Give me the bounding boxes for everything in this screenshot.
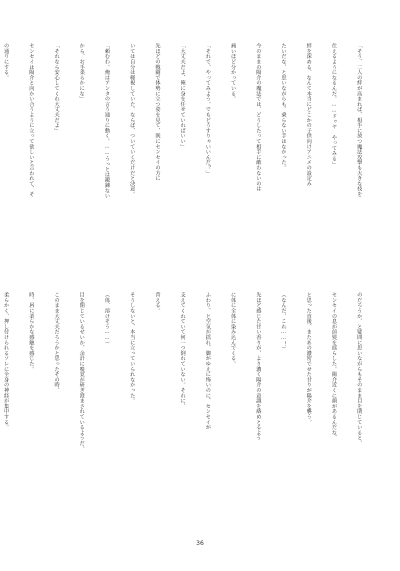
text-line: そうしないと、本当に立っていられなかった。 — [129, 292, 136, 404]
text-line: 「大丈夫だよ、俺に身を任せていればいい」 — [179, 43, 186, 149]
text-line: 先ほど感じた甘い香りが、より濃く陽介の意識を絡めとるよう — [255, 292, 262, 441]
text-line: 「それで、やってみよう。でもどうすりゃいいんだ？」 — [204, 43, 211, 176]
text-line: センセイの息が前髪を揺らした。陽介近くに顔があるんだな、 — [330, 292, 337, 441]
text-line: 時、唇に柔らかな感触を感じた。 — [28, 292, 35, 372]
text-line: （なんだ、これ……！） — [280, 292, 287, 352]
text-line: 先ほどの戦闘で体勢に立つ姿を見て、既にセンセイの方に — [154, 43, 161, 181]
text-line: 痛いほど分かっている。 — [230, 43, 237, 102]
text-line: のだろうか、と疑問に思いながらもそのまま目を閉じていると、 — [356, 292, 363, 446]
text-line: いては自分は軽視していた。ならば、ついていくだけだと決意。 — [129, 43, 136, 197]
text-line: 「それなら安心してくれ大丈夫だよ」 — [53, 43, 60, 134]
text-line: 目を閉じているせいか、余計に嗅覚が研ぎ澄まされているようだ。 — [78, 292, 85, 451]
text-line: から、お手柔らかにな」 — [78, 43, 85, 102]
text-line: 支えてくれていて何一つ倒れていない。それに、 — [179, 292, 186, 409]
top-text-block — [3, 43, 380, 281]
text-line: ふわり、と空気が揺れ、脚がゆえに怖いのに、センセイが — [204, 292, 211, 430]
text-line: 今のままの陽介の魔法では、どうしたって相手に敵わないのは — [255, 43, 262, 192]
page-number: 36 — [196, 540, 204, 547]
text-line: このまま大丈夫だろうかと思ったその時、 — [53, 292, 60, 393]
text-line: の通りにする。 — [3, 43, 10, 81]
text-line: 仕えるようになるんだ。……ドゥヤ やってみる」 — [330, 43, 337, 167]
text-line: と思った直後、またあの濃密でせた甘りが陽介を襲う。 — [305, 292, 312, 425]
text-line: たいだな、と思いながらも、乗らない手はなかった。 — [280, 43, 287, 171]
text-line: センセイは陽介と向かい合うように立って欲しいと言われて、そ — [28, 43, 35, 197]
text-line: 背える。 — [154, 292, 161, 314]
text-line: 絆を深める、なんて本当にどこかの子供向けアニメの設定み — [305, 43, 312, 187]
text-line: 「頼むわ。俺はアンタの言う通りに動く。……うっとは鍛錬ない — [104, 43, 110, 199]
bottom-text-block — [3, 292, 380, 525]
text-line: 柔らかく、押し付けられるソレに全身の神経が集中する。 — [3, 292, 10, 430]
text-line: 「そう、二人の絆が高まれば、相手に放つ魔法攻撃も大きな技を — [356, 43, 363, 197]
text-line: に体に全体に染み込んでくる。 — [230, 292, 237, 367]
text-line: （体、溶けそう……） — [104, 292, 110, 347]
